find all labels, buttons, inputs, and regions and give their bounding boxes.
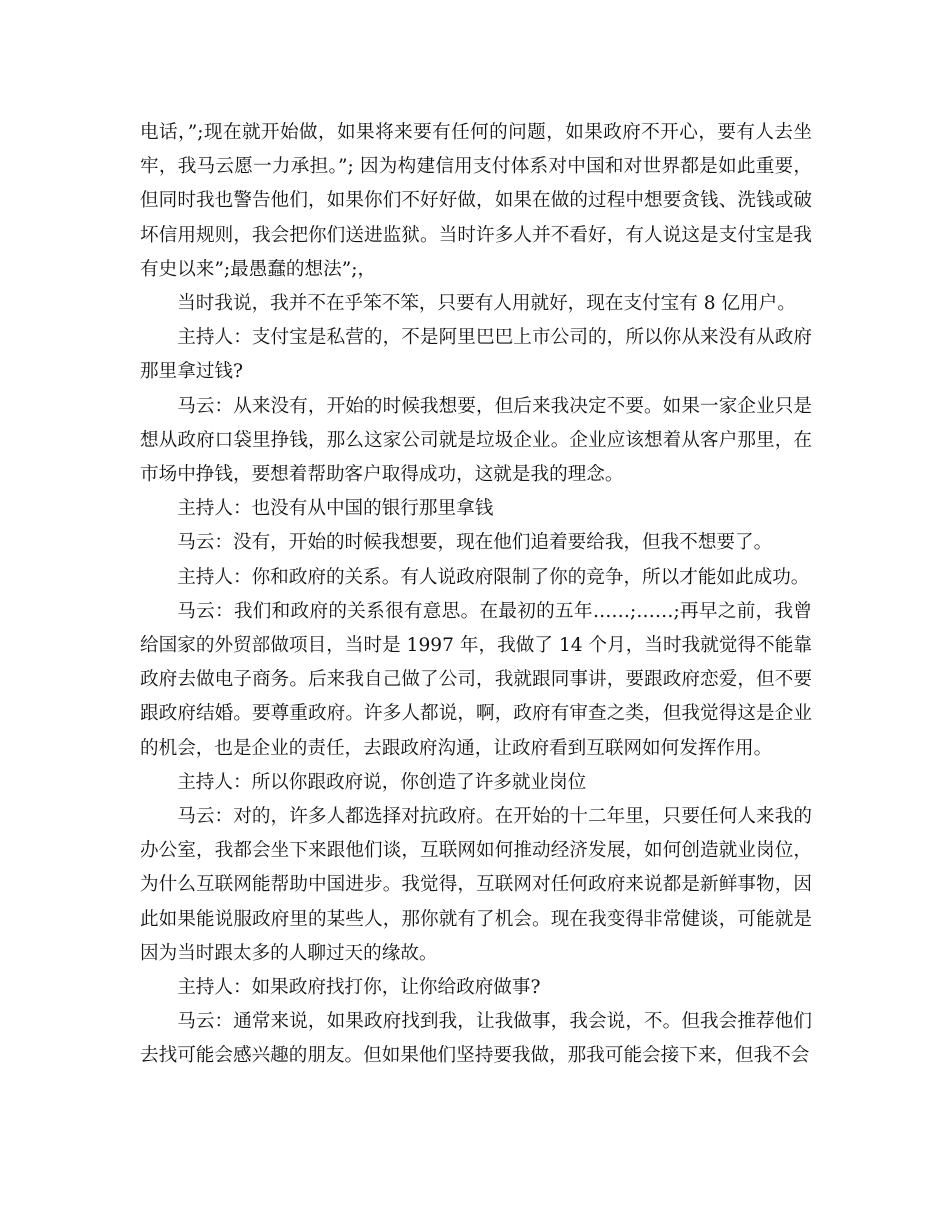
paragraph-host-question: 主持人：也没有从中国的银行那里拿钱 (177, 498, 494, 520)
paragraph-mayun-answer: 马云：通常来说，如果政府找到我，让我做事，我会说，不。但我会推荐他们去找可能会感兴趣的朋友。但如果他们坚持要我做，那我可能会接下来，但我不会 (140, 1011, 812, 1067)
paragraph-mayun-answer: 马云：从来没有，开始的时候我想要，但后来我决定不要。如果一家企业只是想从政府口袋里挣钱，那么这家公司就是垃圾企业。企业应该想着从客户那里，在市场中挣钱，要想着帮助客户取得成功，这就是我的理念。 (140, 395, 812, 486)
paragraph-mayun-answer: 马云：对的，许多人都选择对抗政府。在开始的十二年里，只要任何人来我的办公室，我都会坐下来跟他们谈，互联网如何推动经济发展，如何创造就业岗位，为什么互联网能帮助中国进步。我觉得，互联网对任何政府来说都是新鲜事物，因此如果能说服政府里的某些人，那你就有了机会。现在我变得非常健谈，可能就是因为当时跟太多的人聊过天的缘故。 (140, 806, 812, 964)
paragraph-host-question: 主持人：如果政府找打你，让你给政府做事? (177, 977, 541, 999)
paragraph-host-question: 主持人：所以你跟政府说，你创造了许多就业岗位 (177, 771, 587, 793)
paragraph-host-question: 主持人：你和政府的关系。有人说政府限制了你的竞争，所以才能如此成功。 (177, 566, 810, 588)
paragraph-mayun-answer: 马云：我们和政府的关系很有意思。在最初的五年……;……;再早之前，我曾给国家的外贸部做项目，当时是 1997 年，我做了 14 个月，当时我就觉得不能靠政府去做电子商务。后来我自己做了公司，我就跟同事讲，要跟政府恋爱，但不要跟政府结婚。要尊重政府。许多人都说，啊，政府有审查之类，但我觉得这是企业的机会，也是企业的责任，去跟政府沟通，让政府看到互联网如何发挥作用。 (140, 600, 812, 759)
document-body (140, 116, 812, 1074)
paragraph-mayun-answer: 马云：没有，开始的时候我想要，现在他们追着要给我，但我不想要了。 (177, 532, 773, 554)
paragraph-host-question: 主持人：支付宝是私营的，不是阿里巴巴上市公司的，所以你从来没有从政府那里拿过钱? (140, 327, 812, 383)
paragraph: 当时我说，我并不在乎笨不笨，只要有人用就好，现在支付宝有 8 亿用户。 (177, 293, 796, 315)
paragraph-continuation: 电话，”;现在就开始做，如果将来要有任何的问题，如果政府不开心，要有人去坐牢，我马云愿一力承担。”; 因为构建信用支付体系对中国和对世界都是如此重要，但同时我也警告他们，如果你们不好好做，如果在做的过程中想要贪钱、洗钱或破坏信用规则，我会把你们送进监狱。当时许多人并不看好，有人说这是支付宝是我有史以来”;最愚蠢的想法”;， (140, 122, 812, 280)
